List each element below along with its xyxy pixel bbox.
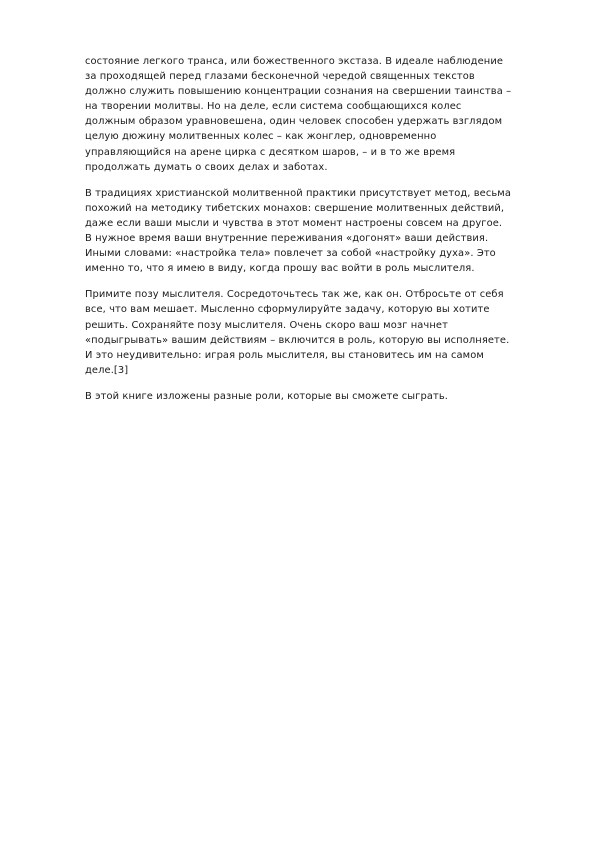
document-page [85, 54, 555, 415]
text-line: за проходящей перед глазами бесконечной чередой священных текстов [85, 71, 475, 83]
text-line: И это неудивительно: играя роль мыслителя, вы становитесь им на самом [85, 349, 484, 361]
text-line: «подыгрывать» вашим действиям – включится в роль, которую вы исполняете. [85, 334, 510, 346]
text-line: деле.[3] [85, 364, 129, 376]
paragraph-4 [85, 389, 555, 404]
text-line: должным образом уравновешена, один человек способен удержать взглядом [85, 116, 503, 128]
text-line: на творении молитвы. Но на деле, если система сообщающихся колес [85, 101, 462, 113]
text-line: В нужное время ваши внутренние переживания «догонят» ваши действия. [85, 233, 489, 245]
text-line: состояние легкого транса, или божественного экстаза. В идеале наблюдение [85, 56, 504, 67]
text-line: похожий на методику тибетских монахов: свершение молитвенных действий, [85, 202, 505, 214]
text-line: Иными словами: «настройка тела» повлечет за собой «настройку духа». Это [85, 248, 496, 260]
text-line: В этой книге изложены разные роли, которые вы сможете сыграть. [85, 390, 449, 402]
text-line: Примите позу мыслителя. Сосредоточьтесь так же, как он. Отбросьте от себя [85, 289, 504, 301]
text-line: именно то, что я имею в виду, когда прошу вас войти в роль мыслителя. [85, 263, 475, 275]
text-line: В традициях христианской молитвенной практики присутствует метод, весьма [85, 187, 511, 199]
paragraph-1 [85, 54, 555, 175]
text-line: целую дюжину молитвенных колес – как жонглер, одновременно [85, 131, 437, 143]
text-line: все, что вам мешает. Мысленно сформулируйте задачу, которую вы хотите [85, 304, 490, 316]
text-line: решить. Сохраняйте позу мыслителя. Очень скоро ваш мозг начнет [85, 319, 448, 331]
text-line: продолжать думать о своих делах и заботах. [85, 161, 328, 173]
paragraph-3 [85, 287, 555, 378]
text-line: управляющийся на арене цирка с десятком шаров, – и в то же время [85, 146, 456, 158]
paragraph-2 [85, 186, 555, 277]
text-line: должно служить повышению концентрации сознания на свершении таинства – [85, 86, 512, 98]
text-line: даже если ваши мысли и чувства в этот момент настроены совсем на другое. [85, 217, 503, 229]
